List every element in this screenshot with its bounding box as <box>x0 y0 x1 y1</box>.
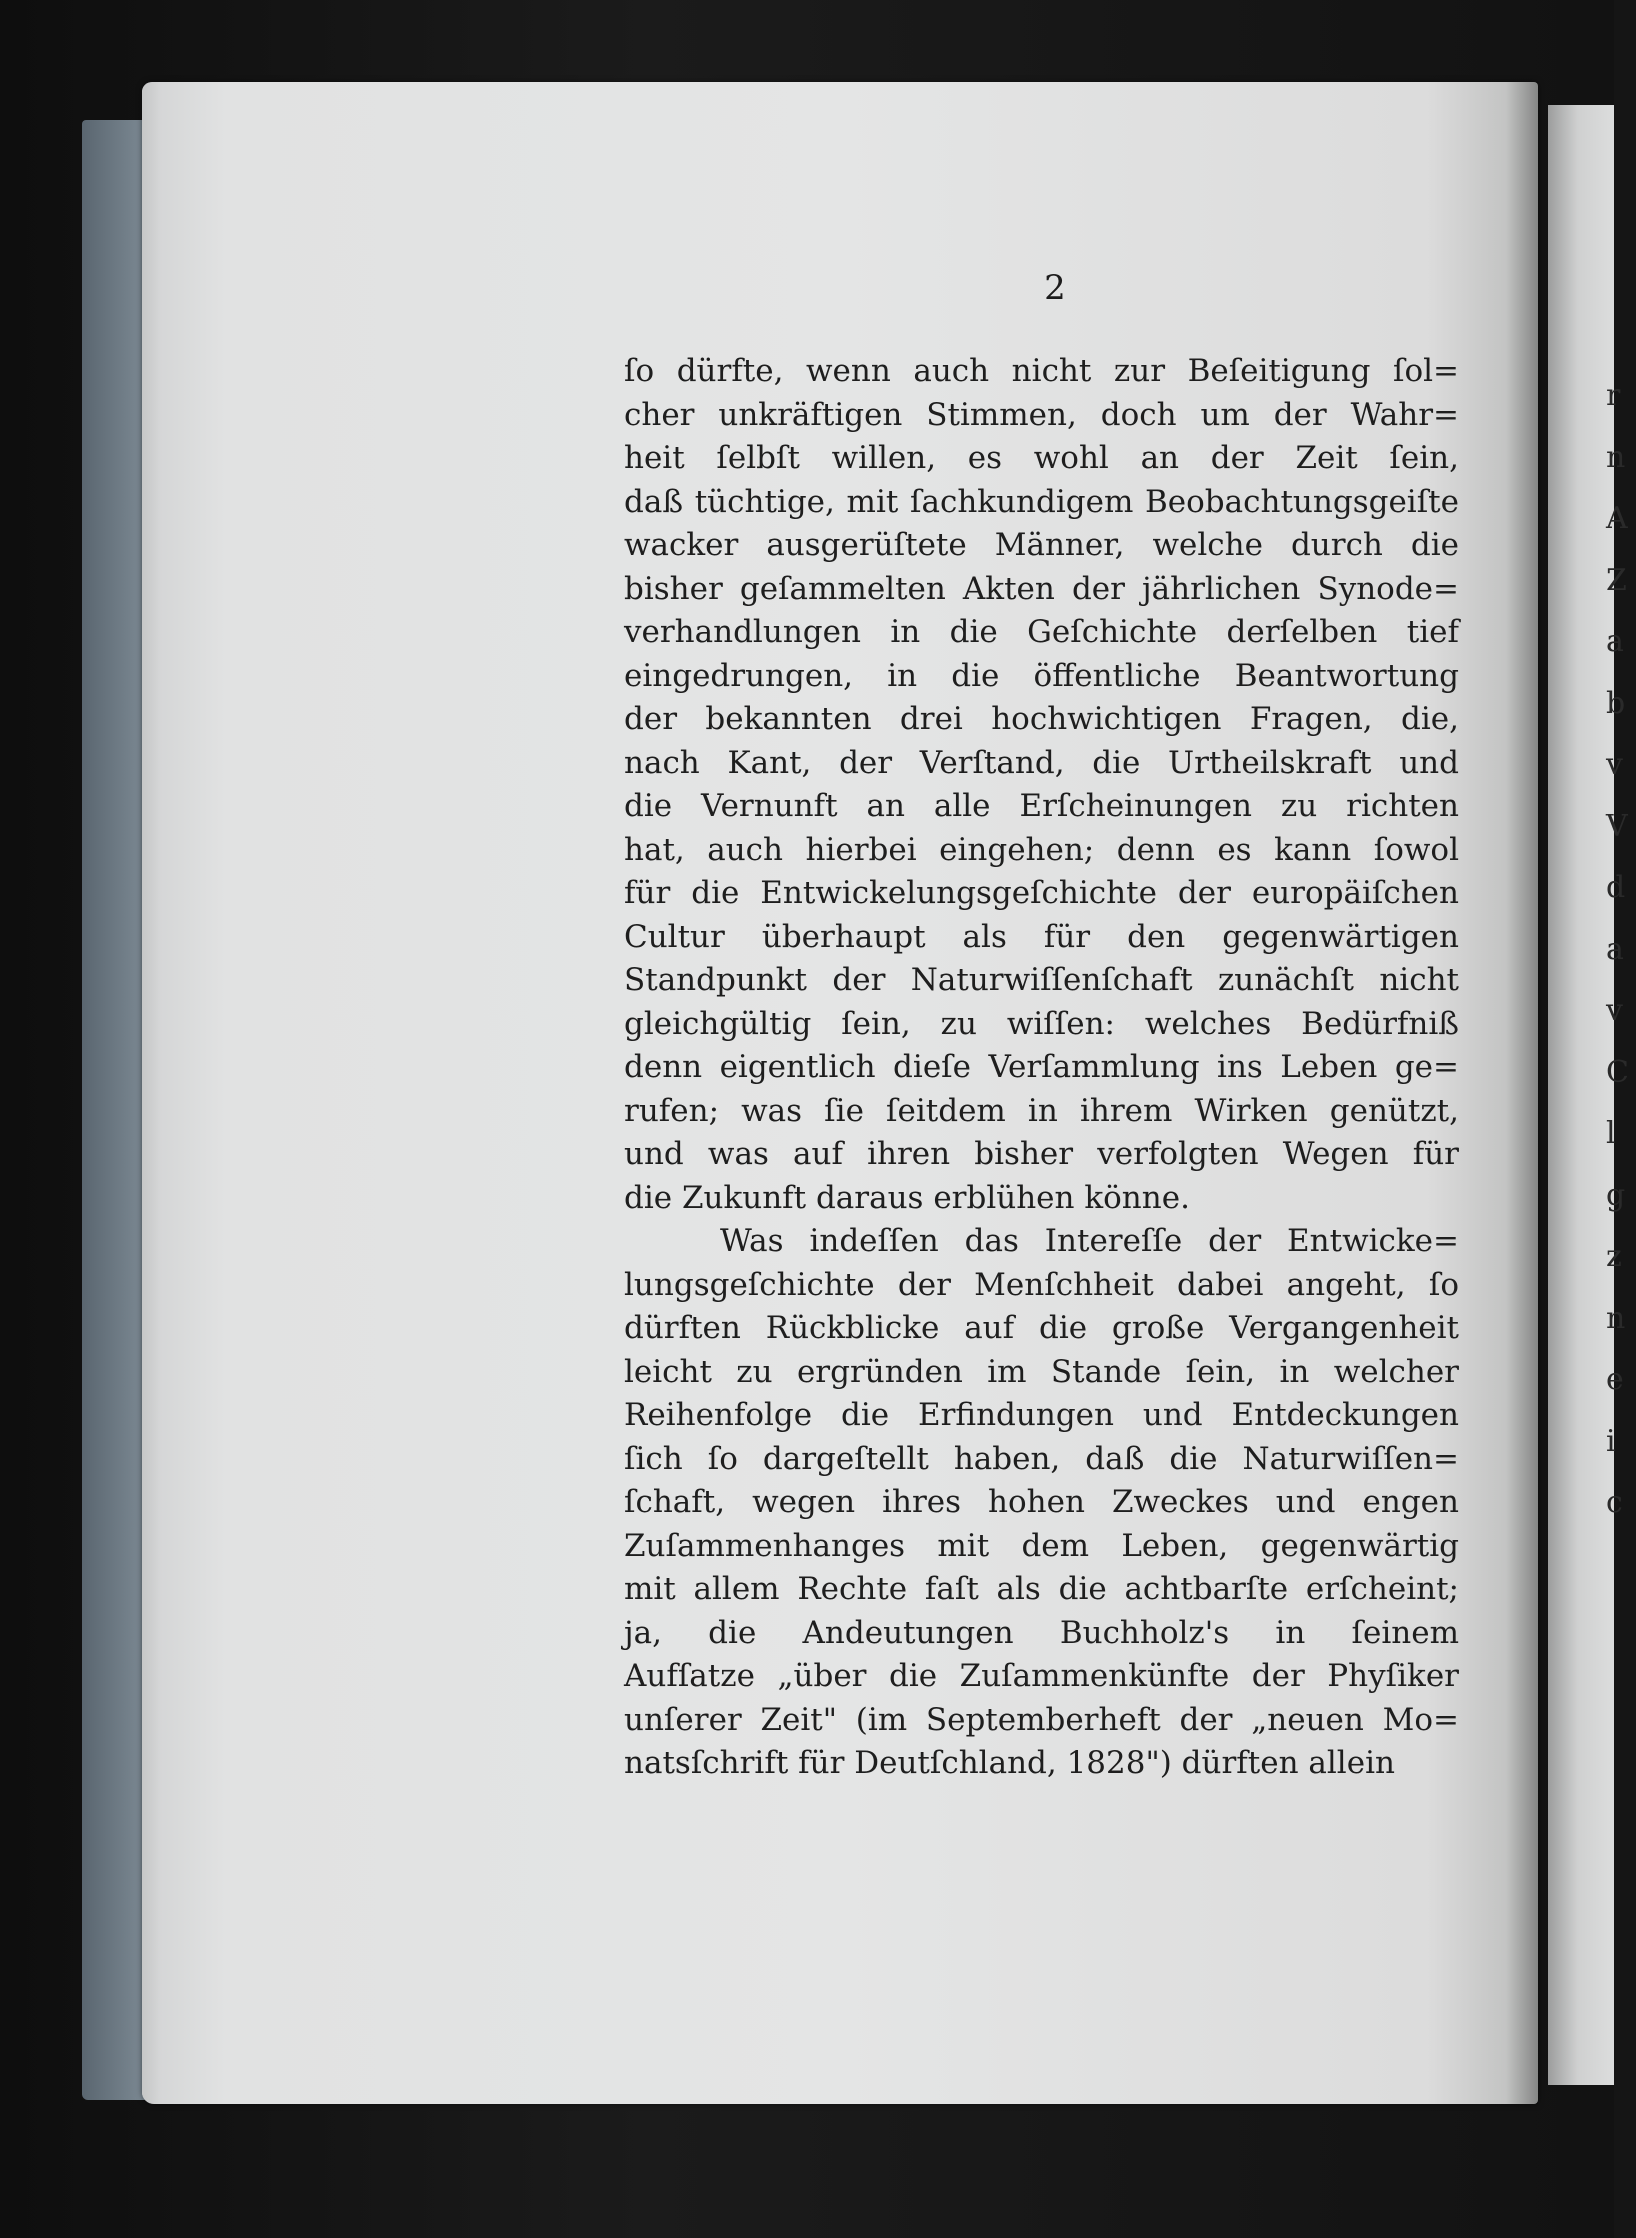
facing-page-letter: V <box>1606 808 1628 844</box>
text-line: bisher geſammelten Akten der jährlichen Synode= <box>624 570 1459 607</box>
text-line: ja, die Andeutungen Buchholz's in ſeinem <box>624 1614 1459 1651</box>
text-line: Zuſammenhanges mit dem Leben, gegenwärtig <box>624 1527 1459 1564</box>
facing-page-letter: e <box>1606 1362 1624 1397</box>
gutter-shadow <box>1506 82 1538 2104</box>
text-line: Was indeſſen das Intereſſe der Entwicke= <box>720 1223 1459 1259</box>
facing-page-edge <box>1548 105 1629 2085</box>
facing-page-letter: a <box>1606 931 1624 967</box>
facing-page-letter: c <box>1606 1485 1623 1520</box>
page-number: 2 <box>1044 268 1066 308</box>
facing-page-letter: v <box>1606 747 1623 782</box>
text-line: gleichgültig ſein, zu wiſſen: welches Bedürfniß <box>624 1005 1459 1042</box>
facing-page-letter: Z <box>1606 562 1627 598</box>
facing-page-letter: a <box>1606 624 1624 659</box>
text-line: denn eigentlich dieſe Verſammlung ins Leben ge= <box>624 1049 1459 1085</box>
facing-page-letter: i <box>1606 1423 1616 1459</box>
facing-page-letters <box>1606 365 1636 1534</box>
text-line: rufen; was ſie ſeitdem in ihrem Wirken genützt, <box>624 1092 1459 1129</box>
text-line: mit allem Rechte faſt als die achtbarſte erſcheint; <box>624 1571 1459 1607</box>
text-line: daß tüchtige, mit ſachkundigem Beobachtungsgeiſte <box>624 483 1459 520</box>
text-line: Reihenfolge die Erfindungen und Entdeckungen <box>624 1397 1459 1433</box>
facing-page-letter: l <box>1606 1116 1616 1151</box>
facing-page-letter: r <box>1606 378 1621 413</box>
text-line: die Zukunft daraus erblühen könne. <box>624 1179 1190 1216</box>
text-line: der bekannten drei hochwichtigen Fragen, die, <box>624 701 1459 737</box>
facing-page-letter: d <box>1606 870 1626 905</box>
text-line: nach Kant, der Verſtand, die Urtheilskraft und <box>624 744 1459 781</box>
text-line: verhandlungen in die Geſchichte derſelben tief <box>624 614 1459 650</box>
facing-page-letter: n <box>1606 439 1626 475</box>
text-line: und was auf ihren bisher verfolgten Wegen für <box>624 1136 1459 1172</box>
text-line: Cultur überhaupt als für den gegenwärtigen <box>624 918 1459 955</box>
text-line: wacker ausgerüſtete Männer, welche durch die <box>624 527 1459 563</box>
text-line: Standpunkt der Naturwiſſenſchaft zunächſt nicht <box>624 962 1459 998</box>
text-line: heit ſelbſt willen, es wohl an der Zeit ſein, <box>624 440 1459 476</box>
text-line: dürften Rückblicke auf die große Vergangenheit <box>624 1310 1459 1346</box>
text-line: ſo dürfte, wenn auch nicht zur Beſeitigung ſol= <box>624 353 1459 389</box>
text-line: lungsgeſchichte der Menſchheit dabei angeht, ſo <box>624 1266 1459 1303</box>
facing-page-letter: n <box>1606 1300 1626 1336</box>
facing-page-letter: b <box>1606 685 1626 721</box>
facing-page-letter: C <box>1606 1054 1629 1090</box>
facing-page-letter: A <box>1606 501 1628 536</box>
body-text <box>624 350 1459 1786</box>
text-line: ſich ſo dargeſtellt haben, daß die Naturwiſſen= <box>624 1440 1459 1477</box>
text-line: ſchaft, wegen ihres hohen Zweckes und engen <box>624 1484 1459 1520</box>
text-line: hat, auch hierbei eingehen; denn es kann ſowol <box>624 831 1459 868</box>
text-line: eingedrungen, in die öffentliche Beantwortung <box>624 657 1459 694</box>
text-line: Aufſatze „über die Zuſammenkünfte der Phyſiker <box>624 1658 1459 1694</box>
text-line: unſerer Zeit" (im Septemberheft der „neuen Mo= <box>624 1701 1459 1738</box>
text-line: für die Entwickelungsgeſchichte der europäiſchen <box>624 875 1459 911</box>
facing-page-letter: g <box>1606 1177 1626 1213</box>
text-line: natsſchrift für Deutſchland, 1828") dürften allein <box>624 1745 1395 1781</box>
text-line: leicht zu ergründen im Stande ſein, in welcher <box>624 1353 1459 1390</box>
facing-page-letter: v <box>1606 993 1623 1028</box>
text-line: die Vernunft an alle Erſcheinungen zu richten <box>624 788 1459 824</box>
page-left-edge <box>142 82 160 2104</box>
facing-page-letter: z <box>1606 1239 1622 1274</box>
text-line: cher unkräftigen Stimmen, doch um der Wahr= <box>624 396 1459 433</box>
